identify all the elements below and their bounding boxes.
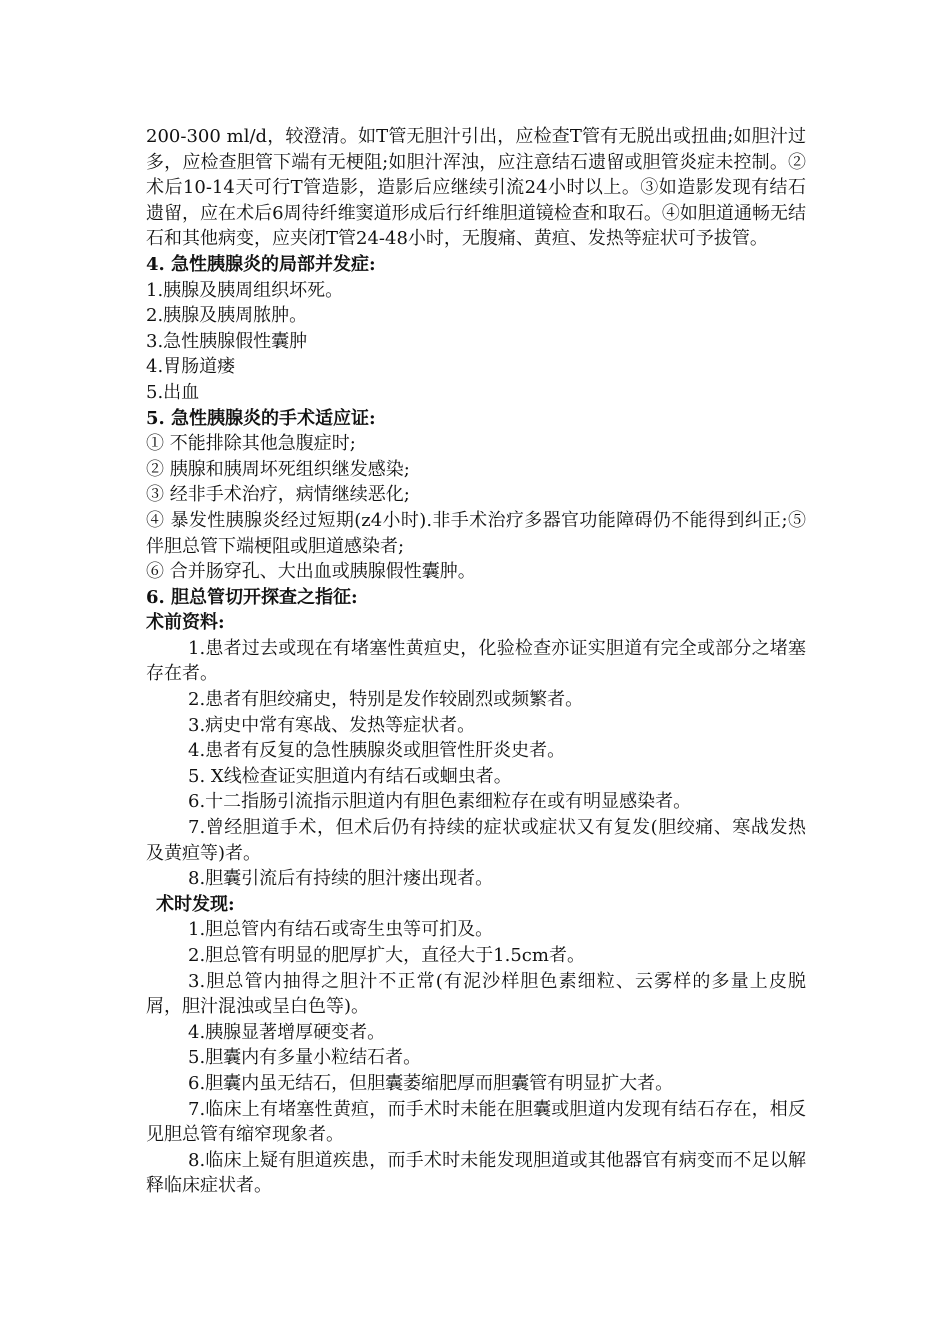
section-5-item-4: ④ 暴发性胰腺炎经过短期(z4小时).非手术治疗多器官功能障碍仍不能得到纠正;⑤ 伴胆总管下端梗阻或胆道感染者; [146, 509, 806, 557]
preop-item-2: 2.患者有胆绞痛史，特别是发作较剧烈或频繁者。 [188, 689, 584, 711]
section-6-title: 6. 胆总管切开探查之指征: [146, 586, 358, 608]
intraop-item-4: 4.胰腺显著增厚硬变者。 [188, 1021, 386, 1043]
preop-item-5: 5. X线检查证实胆道内有结石或蛔虫者。 [188, 765, 512, 787]
section-4-item-1: 1.胰腺及胰周组织坏死。 [146, 279, 344, 301]
preop-heading: 术前资料: [146, 612, 225, 634]
intraop-item-2: 2.胆总管有明显的肥厚扩大，直径大于1.5cm者。 [188, 945, 585, 966]
preop-item-6: 6.十二指肠引流指示胆道内有胆色素细粒存在或有明显感染者。 [188, 791, 692, 813]
section-4-item-2: 2.胰腺及胰周脓肿。 [146, 305, 308, 327]
document-page [146, 124, 806, 1199]
preop-item-3: 3.病史中常有寒战、发热等症状者。 [188, 714, 476, 736]
intraop-item-1: 1.胆总管内有结石或寄生虫等可扪及。 [188, 919, 494, 941]
preop-item-1: 1.患者过去或现在有堵塞性黄疸史，化验检查亦证实胆道有完全或部分之堵塞存在者。 [146, 637, 806, 685]
section-5-title: 5. 急性胰腺炎的手术适应证: [146, 407, 376, 429]
intraop-item-5: 5.胆囊内有多量小粒结石者。 [188, 1047, 422, 1069]
section-4-item-5: 5.出血 [146, 381, 200, 403]
preop-item-4: 4.患者有反复的急性胰腺炎或胆管性肝炎史者。 [188, 740, 566, 762]
intraop-item-3: 3.胆总管内抽得之胆汁不正常(有泥沙样胆色素细粒、云雾样的多量上皮脱屑，胆汁混浊或呈白色等)。 [146, 970, 806, 1018]
section-5-item-6: ⑥ 合并肠穿孔、大出血或胰腺假性囊肿。 [146, 561, 476, 583]
section-5-item-2: ② 胰腺和胰周坏死组织继发感染; [146, 458, 410, 480]
intraop-item-6: 6.胆囊内虽无结石，但胆囊萎缩肥厚而胆囊管有明显扩大者。 [188, 1072, 674, 1094]
intraop-heading: 术时发现: [156, 893, 235, 915]
preop-item-7: 7.曾经胆道手术，但术后仍有持续的症状或症状又有复发(胆绞痛、寒战发热及黄疸等)者。 [146, 817, 806, 864]
section-5-item-1: ① 不能排除其他急腹症时; [146, 433, 356, 455]
intro-paragraph: 200-300 ml/d，较澄清。如T管无胆汁引出，应检查T管有无脱出或扭曲;如胆汁过多，应检查胆管下端有无梗阻;如胆汁浑浊，应注意结石遗留或胆管炎症未控制。②术后10-14天可行T管造影，造影后应继续引流24小时以上。③如造影发现有结石遗留，应在术后6周待纤维窦道形成后行纤维胆道镜检查和取石。④如胆道通畅无结石和其他病变，应夹闭T管24-48小时，无腹痛、黄疸、发热等症状可予拔管。 [146, 126, 806, 250]
intraop-item-8: 8.临床上疑有胆道疾患，而手术时未能发现胆道或其他器官有病变而不足以解释临床症状者。 [146, 1149, 806, 1197]
intraop-item-7: 7.临床上有堵塞性黄疸，而手术时未能在胆囊或胆道内发现有结石存在，相反见胆总管有缩窄现象者。 [146, 1098, 806, 1146]
section-4-item-4: 4.胃肠道瘘 [146, 356, 236, 378]
section-5-item-3: ③ 经非手术治疗，病情继续恶化; [146, 484, 410, 506]
section-4-title: 4. 急性胰腺炎的局部并发症: [146, 253, 376, 275]
preop-item-8: 8.胆囊引流后有持续的胆汁瘘出现者。 [188, 868, 494, 890]
section-4-item-3: 3.急性胰腺假性囊肿 [146, 330, 308, 352]
